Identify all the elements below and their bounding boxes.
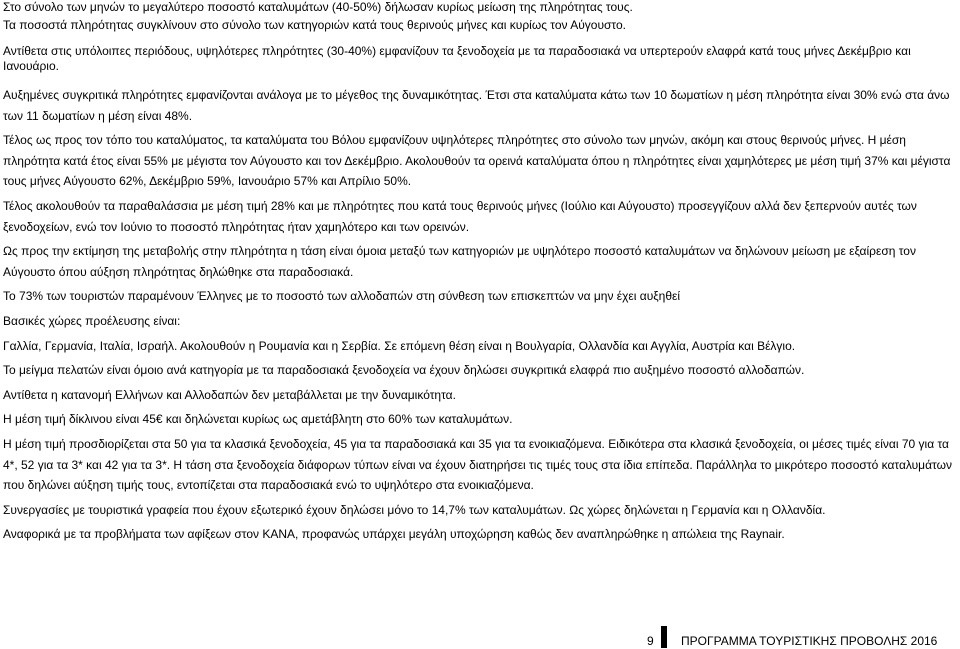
- paragraph-8: Το 73% των τουριστών παραμένουν Έλληνες με το ποσοστό των αλλοδαπών στη σύνθεση των επισκεπτών να μην έχει αυξηθεί: [3, 289, 681, 304]
- paragraph-1: Στο σύνολο των μηνών το μεγαλύτερο ποσοστό καταλυμάτων (40-50%) δήλωσαν κυρίως μείωση της πληρότητας τους.: [3, 0, 633, 14]
- paragraph-5: Τέλος ως προς τον τόπο του καταλύματος, τα καταλύματα του Βόλου εμφανίζουν υψηλότερες πληρότητες στο σύνολο των μηνών, ακόμη και στους θερινούς μήνες. Η μέση πληρότητα κατά έτος είναι 55% με μέγιστα τον Αύγουστο και τον Δεκέμβριο. Ακολουθούν τα ορεινά καταλύματα όπου η πληρότητες είναι χαμηλότερες με μέση τιμή 37% και μέγιστα τους μήνες Αύγουστο 62%, Δεκέμβριο 59%, Ιανουάριο 57% και Απρίλιο 50%.: [3, 133, 951, 189]
- paragraph-2: Τα ποσοστά πληρότητας συγκλίνουν στο σύνολο των κατηγοριών κατά τους θερινούς μήνες και κυρίως τον Αύγουστο.: [3, 18, 627, 32]
- document-body: [3, 0, 955, 549]
- paragraph-16: Αναφορικά με τα προβλήματα των αφίξεων στον ΚΑΝΑ, προφανώς υπάρχει μεγάλη υποχώρηση καθώς δεν αναπληρώθηκε η απώλεια της Raynair.: [3, 527, 785, 542]
- footer-divider: [661, 626, 667, 648]
- paragraph-10: Γαλλία, Γερμανία, Ιταλία, Ισραήλ. Ακολουθούν η Ρουμανία και η Σερβία. Σε επόμενη θέση είναι η Βουλγαρία, Ολλανδία και Αγγλία, Αυστρία και Βέλγιο.: [3, 338, 796, 353]
- paragraph-11: Το μείγμα πελατών είναι όμοιο ανά κατηγορία με τα παραδοσιακά ξενοδοχεία να έχουν δηλώσει συγκριτικά ελαφρά πιο αυξημένο ποσοστό αλλοδαπών.: [3, 363, 805, 378]
- paragraph-3: Αντίθετα στις υπόλοιπες περιόδους, υψηλότερες πληρότητες (30-40%) εμφανίζουν τα ξενοδοχεία με τα παραδοσιακά να υπερτερούν ελαφρά κατά τους μήνες Δεκέμβριο και Ιανουάριο.: [3, 44, 911, 73]
- paragraph-4: Αυξημένες συγκριτικά πληρότητες εμφανίζονται ανάλογα με το μέγεθος της δυναμικότητας. Έτσι στα καταλύματα κάτω των 10 δωματίων η μέση πληρότητα είναι 30% ενώ στα άνω των 11 δωματίων η μέση είναι 48%.: [3, 88, 950, 123]
- paragraph-6: Τέλος ακολουθούν τα παραθαλάσσια με μέση τιμή 28% και με πληρότητες που κατά τους θερινούς μήνες (Ιούλιο και Αύγουστο) προσεγγίζουν αλλά δεν ξεπερνούν αυτές των ξενοδοχείων, ενώ τον Ιούνιο το ποσοστό πληρότητας ήταν χαμηλότερο και των ορεινών.: [3, 198, 917, 234]
- paragraph-14: Η μέση τιμή προσδιορίζεται στα 50 για τα κλασικά ξενοδοχεία, 45 για τα παραδοσιακά και 35 για τα ενοικιαζόμενα. Ειδικότερα στα κλασικά ξενοδοχεία, οι μέσες τιμές είναι 70 για τα 4*, 52 για τα 3* και 42 για τα 3*. Η τάση στα ξενοδοχεία διάφορων τύπων είναι να έχουν διατηρήσει τις τιμές τους στα ίδια επίπεδα. Παράλληλα το μικρότερο ποσοστό καταλυμάτων που δηλώνει αύξηση τιμής τους, εντοπίζεται στα παραδοσιακά ενώ το υψηλότερο στα ενοικιαζόμενα.: [3, 436, 952, 493]
- paragraph-13: Η μέση τιμή δίκλινου είναι 45€ και δηλώνεται κυρίως ως αμετάβλητη στο 60% των καταλυμάτων.: [3, 412, 513, 427]
- paragraph-12: Αντίθετα η κατανομή Ελλήνων και Αλλοδαπών δεν μεταβάλλεται με την δυναμικότητα.: [3, 387, 456, 402]
- page-footer: [0, 633, 960, 649]
- paragraph-15: Συνεργασίες με τουριστικά γραφεία που έχουν εξωτερικό έχουν δηλώσει μόνο το 14,7% των καταλυμάτων. Ως χώρες δηλώνεται η Γερμανία και η Ολλανδία.: [3, 502, 826, 517]
- paragraph-7: Ως προς την εκτίμηση της μεταβολής στην πληρότητα η τάση είναι όμοια μεταξύ των κατηγοριών με υψηλότερο ποσοστό καταλυμάτων να δηλώνουν μείωση με εξαίρεση τον Αύγουστο όπου αύξηση πληρότητας δηλώθηκε στα παραδοσιακά.: [3, 244, 916, 279]
- page-number: 9: [647, 634, 654, 648]
- paragraph-9: Βασικές χώρες προέλευσης είναι:: [3, 313, 181, 328]
- footer-title: ΠΡΟΓΡΑΜΜΑ ΤΟΥΡΙΣΤΙΚΗΣ ΠΡΟΒΟΛΗΣ 2016: [681, 634, 938, 648]
